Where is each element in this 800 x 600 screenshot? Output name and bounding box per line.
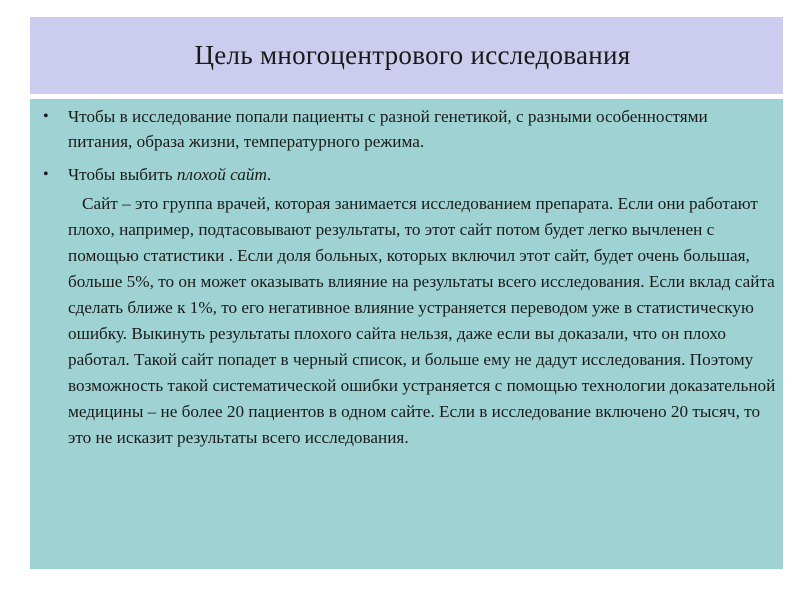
bullet-mark: • [43, 166, 49, 183]
bullet-mark: • [43, 108, 49, 125]
bullet-text-before: Чтобы выбить [68, 165, 177, 184]
bullet-text: Чтобы в исследование попали пациенты с разной генетикой, с разными особенностями питания, образа жизни, температурного режима. [68, 107, 708, 151]
title-bar [30, 17, 783, 94]
bullet-list [30, 105, 783, 197]
content-box [30, 99, 783, 569]
bullet-item-bad-site [30, 163, 783, 188]
bullet-text-after: . [266, 165, 272, 184]
site-explanation-paragraph: Сайт – это группа врачей, которая занимается исследованием препарата. Если они работают плохо, например, подтасовывают результаты, то этот сайт потом будет легко вычленен с помощью статистики . Если доля больных, которых включил этот сайт, будет очень большая, больше 5%, то он может оказывать влияние на результаты всего исследования. Если вклад сайта сделать ближе к 1%, то его негативное влияние устраняется переводом уже в статистическую ошибку. Выкинуть результаты плохого сайта нельзя, даже если вы доказали, что он плохо работал. Такой сайт попадет в черный список, и больше ему не дадут исследования. Поэтому возможность такой систематической ошибки устраняется с помощью технологии доказательной медицины – не более 20 пациентов в одном сайте. Если в исследование включено 20 тысяч, то это не исказит результаты всего исследования. [68, 194, 776, 447]
bullet-text-italic: плохой сайт [176, 165, 267, 184]
slide-title: Цель многоцентрового исследования [194, 40, 631, 70]
bullet-item-genetics [30, 105, 783, 154]
